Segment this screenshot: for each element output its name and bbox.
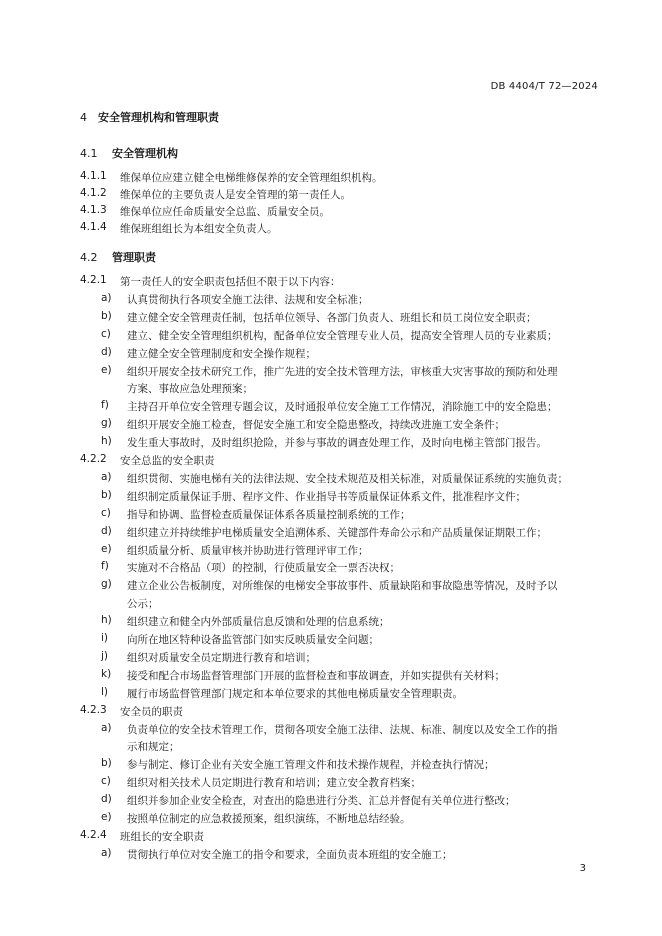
- list-item: 接受和配合市场监督管理部门开展的监督检查和事故调查，并如实提供有关材料；: [127, 669, 505, 682]
- list-item-marker: f): [101, 399, 109, 412]
- list-item: 指导和协调、监督检查质量保证体系各质量控制系统的工作；: [127, 508, 411, 521]
- list-item-marker: g): [101, 417, 112, 430]
- list-item-marker: a): [101, 721, 112, 734]
- list-item: 主持召开单位安全管理专题会议，及时通报单位安全施工工作情况，消除施工中的安全隐患；: [127, 401, 558, 414]
- section-title: 安全管理机构和管理职责: [98, 111, 219, 124]
- section-number: 4.1: [80, 147, 98, 160]
- list-item-marker: e): [101, 363, 112, 376]
- list-item: 组织建立并持续维护电梯质量安全追溯体系、关键部件寿命公示和产品质量保证期限工作；: [127, 526, 547, 539]
- list-item-marker: e): [101, 811, 112, 823]
- clause-number: 4.2.3: [80, 703, 107, 716]
- list-item: 组织开展安全技术研究工作，推广先进的安全技术管理方法，审核重大灾害事故的预防和处理: [127, 365, 558, 378]
- section-4-heading: [80, 109, 219, 125]
- clause-number: 4.2.4: [80, 828, 107, 841]
- list-item: 建立健全安全管理制度和安全操作规程；: [127, 347, 316, 360]
- list-item-marker: g): [101, 578, 112, 591]
- clause-text: 维保单位应建立健全电梯维修保养的安全管理组织机构。: [120, 172, 383, 184]
- list-item-marker: f): [101, 560, 109, 573]
- list-item-marker: b): [101, 309, 112, 322]
- clause-number: 4.1.4: [80, 221, 107, 233]
- clause-heading: 班组长的安全职责: [120, 830, 204, 843]
- list-item: 认真贯彻执行各项安全施工法律、法规和安全标准；: [127, 293, 369, 306]
- list-item: 组织对质量安全员定期进行教育和培训；: [127, 651, 316, 664]
- list-item-marker: e): [101, 542, 112, 555]
- list-item-marker: a): [101, 846, 112, 859]
- list-item-continuation: 示和规定；: [127, 741, 180, 754]
- list-item-marker: b): [101, 757, 112, 770]
- clause-text: 维保单位的主要负责人是安全管理的第一责任人。: [120, 189, 351, 201]
- clause-heading: 安全员的职责: [120, 705, 183, 718]
- list-item: 组织对相关技术人员定期进行教育和培训；建立安全教育档案；: [127, 777, 421, 790]
- clause-heading: 安全总监的安全职责: [120, 455, 215, 467]
- list-item-marker: c): [101, 327, 111, 340]
- section-number: 4.2: [80, 251, 98, 264]
- clause-number: 4.2.2: [80, 453, 107, 465]
- clause-number: 4.1.2: [80, 187, 107, 199]
- list-item-marker: d): [101, 524, 112, 537]
- clause-number: 4.1.1: [80, 170, 107, 182]
- section-title: 安全管理机构: [112, 147, 178, 160]
- list-item: 履行市场监督管理部门规定和本单位要求的其他电梯质量安全管理职责。: [127, 687, 463, 700]
- list-item-marker: h): [101, 614, 112, 627]
- list-item: 组织质量分析、质量审核并协助进行管理评审工作；: [127, 544, 369, 557]
- list-item: 组织并参加企业安全检查，对查出的隐患进行分类、汇总并督促有关单位进行整改；: [127, 795, 516, 808]
- list-item: 发生重大事故时，及时组织抢险，并参与事故的调查处理工作，及时向电梯主管部门报告。: [127, 437, 547, 450]
- list-item: 向所在地区特种设备监管部门如实反映质量安全问题；: [127, 634, 379, 646]
- list-item: 组织建立和健全内外部质量信息反馈和处理的信息系统；: [127, 616, 390, 629]
- list-item-marker: a): [101, 291, 112, 304]
- list-item-marker: c): [101, 506, 111, 519]
- list-item: 参与制定、修订企业有关安全施工管理文件和技术操作规程，并检查执行情况；: [127, 759, 495, 772]
- clause-number: 4.2.1: [80, 274, 107, 286]
- list-item-marker: i): [101, 632, 109, 644]
- list-item-marker: a): [101, 470, 112, 483]
- list-item-marker: d): [101, 345, 112, 358]
- list-item: 按照单位制定的应急救援预案，组织演练，不断地总结经验。: [127, 813, 411, 825]
- list-item: 组织贯彻、实施电梯有关的法律法规、安全技术规范及相关标准，对质量保证系统的实施负责；: [127, 472, 568, 485]
- list-item-marker: d): [101, 793, 112, 806]
- list-item: 建立健全安全管理责任制，包括单位领导、各部门负责人、班组长和员工岗位安全职责；: [127, 311, 537, 324]
- list-item: 实施对不合格品（项）的控制，行使质量安全一票否决权；: [127, 562, 400, 575]
- list-item: 贯彻执行单位对安全施工的指令和要求，全面负责本班组的安全施工；: [127, 848, 453, 861]
- list-item-marker: j): [101, 649, 109, 662]
- list-item-marker: c): [101, 775, 111, 788]
- list-item: 组织制定质量保证手册、程序文件、作业指导书等质量保证体系文件，批准程序文件；: [127, 490, 526, 503]
- list-item: 建立、健全安全管理组织机构，配备单位安全管理专业人员，提高安全管理人员的专业素质；: [127, 329, 558, 342]
- list-item: 负责单位的安全技术管理工作，贯彻各项安全施工法律、法规、标准、制度以及安全工作的指: [127, 723, 558, 736]
- clause-number: 4.1.3: [80, 204, 107, 216]
- list-item: 建立企业公告板制度，对所维保的电梯安全事故事件、质量缺陷和事故隐患等情况，及时予以: [127, 580, 558, 593]
- list-item-marker: l): [101, 685, 109, 698]
- list-item-marker: k): [101, 667, 112, 680]
- section-4-2-heading: [80, 249, 156, 265]
- list-item-marker: h): [101, 435, 112, 448]
- clause-text: 维保单位应任命质量安全总监、质量安全员。: [120, 206, 330, 218]
- list-item-continuation: 方案、事故应急处理预案；: [127, 383, 253, 396]
- clause-heading: 第一责任人的安全职责包括但不限于以下内容：: [120, 276, 341, 288]
- section-number: 4: [80, 111, 87, 124]
- section-4-1-heading: [80, 145, 178, 161]
- list-item-continuation: 公示；: [127, 598, 159, 611]
- list-item: 组织开展安全施工检查，督促安全施工和安全隐患整改，持续改进施工安全条件；: [127, 419, 505, 432]
- clause-text: 维保班组组长为本组安全负责人。: [120, 223, 278, 235]
- section-title: 管理职责: [112, 251, 156, 264]
- list-item-marker: b): [101, 488, 112, 501]
- document-number: DB 4404/T 72—2024: [490, 81, 598, 92]
- page-number: 3: [579, 863, 586, 874]
